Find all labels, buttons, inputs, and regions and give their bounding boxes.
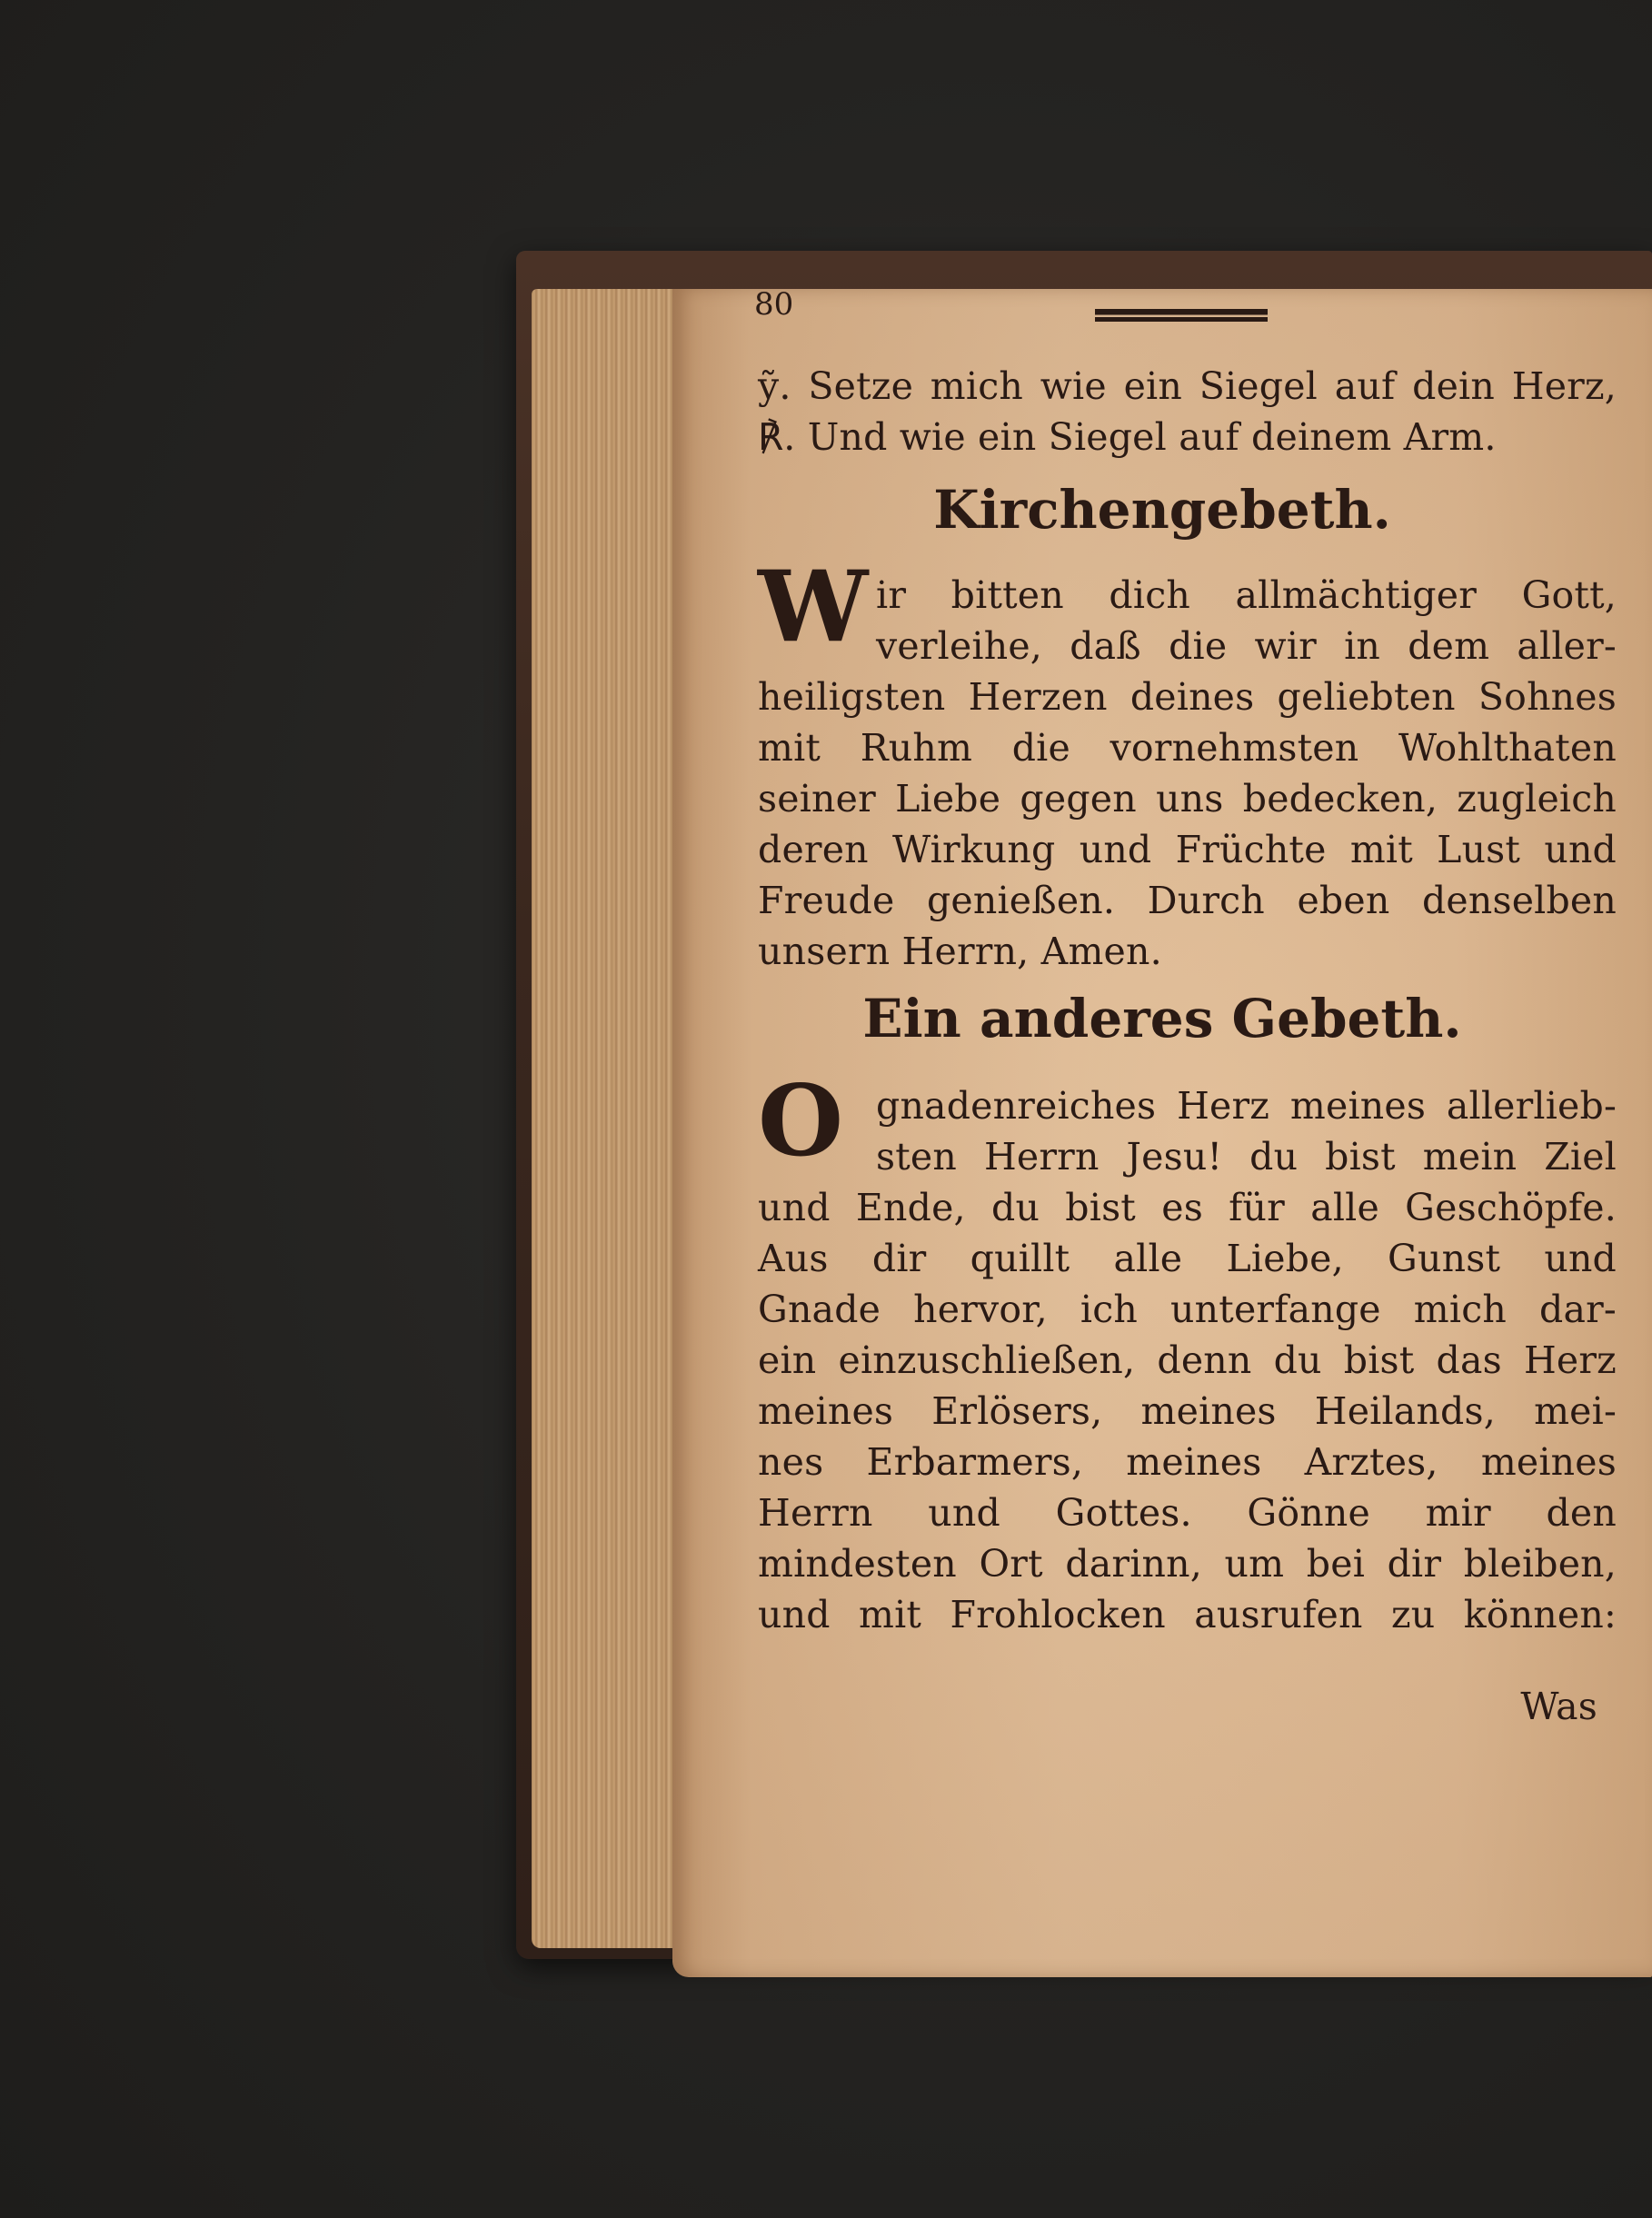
prayer-line: heiligsten Herzen deines geliebten Sohnes	[758, 675, 1617, 719]
section-heading: Kirchengebeth.	[933, 479, 1391, 541]
response-line: ℟. Und wie ein Siegel auf deinem Arm.	[758, 415, 1497, 459]
header-rule	[1095, 309, 1268, 322]
versicle-line: ỹ. Setze mich wie ein Siegel auf dein Herz,	[758, 364, 1617, 408]
prayer-line: und mit Frohlocken ausrufen zu können:	[758, 1593, 1617, 1636]
prayer-line: gnadenreiches Herz meines allerlieb-	[876, 1084, 1617, 1128]
prayer-line: mit Ruhm die vornehmsten Wohlthaten	[758, 726, 1617, 770]
prayer-line: unsern Herrn, Amen.	[758, 930, 1162, 973]
prayer-line: Gnade hervor, ich unterfange mich dar-	[758, 1288, 1617, 1331]
section-heading: Ein anderes Gebeth.	[862, 988, 1462, 1049]
prayer-line: meines Erlösers, meines Heilands, mei-	[758, 1389, 1617, 1433]
prayer-line: Herrn und Gottes. Gönne mir den	[758, 1491, 1617, 1535]
drop-cap: W	[758, 550, 869, 664]
prayer-line: Aus dir quillt alle Liebe, Gunst und	[758, 1237, 1617, 1280]
book-page	[672, 286, 1652, 1977]
prayer-line: seiner Liebe gegen uns bedecken, zugleich	[758, 777, 1617, 821]
prayer-line: und Ende, du bist es für alle Geschöpfe.	[758, 1186, 1617, 1229]
prayer-line: sten Herrn Jesu! du bist mein Ziel	[876, 1135, 1617, 1179]
catchword: Was	[1520, 1685, 1597, 1728]
prayer-line: deren Wirkung und Früchte mit Lust und	[758, 828, 1617, 871]
prayer-line: Freude genießen. Durch eben denselben	[758, 879, 1617, 922]
prayer-line: verleihe, daß die wir in dem aller-	[876, 624, 1617, 668]
drop-cap: O	[758, 1064, 844, 1179]
prayer-line: nes Erbarmers, meines Arztes, meines	[758, 1440, 1617, 1484]
prayer-line: ir bitten dich allmächtiger Gott,	[876, 573, 1617, 617]
prayer-line: mindesten Ort darinn, um bei dir bleiben,	[758, 1542, 1617, 1586]
page-number: 80	[754, 286, 794, 323]
prayer-line: ein einzuschließen, denn du bist das Herz	[758, 1338, 1617, 1382]
